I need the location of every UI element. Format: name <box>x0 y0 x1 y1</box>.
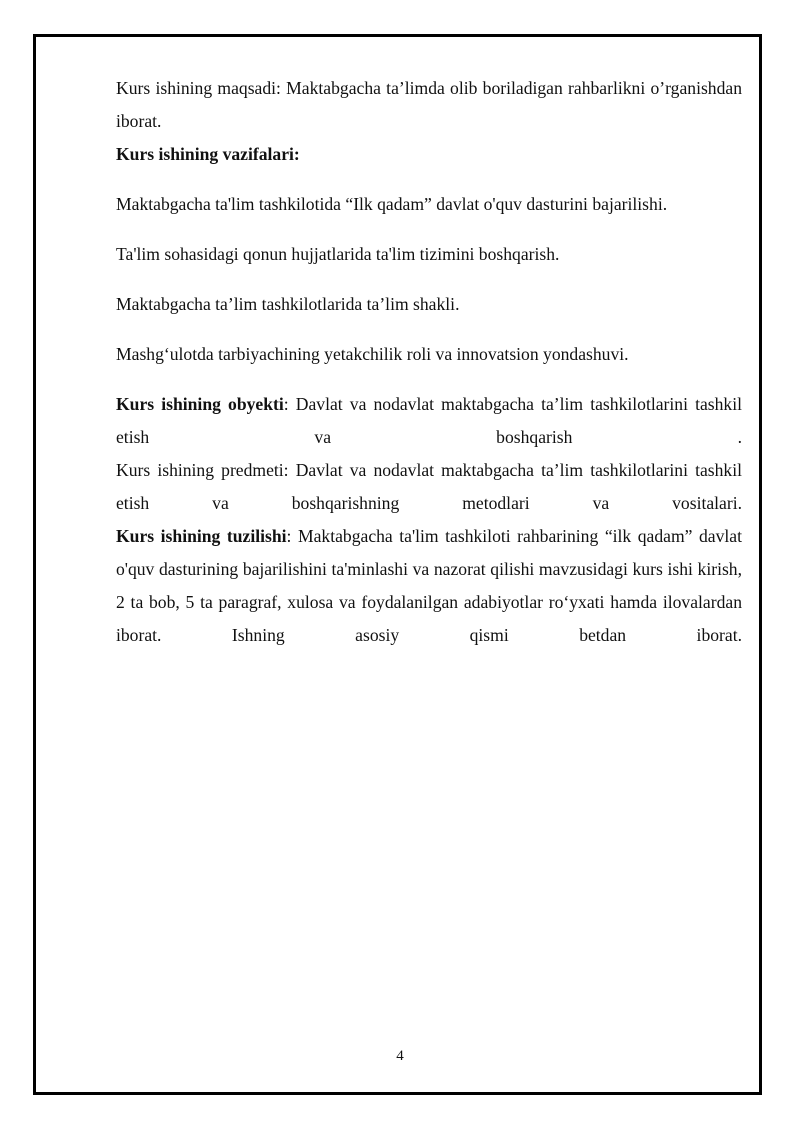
page-number: 4 <box>396 1048 404 1064</box>
object-trailing: . <box>737 427 742 447</box>
structure-text: : Maktabgacha ta'lim tashkiloti rahbarining “ilk qadam” davlat o'quv dasturining bajarilishini ta'minlashi va nazorat qilishi mavzusidagi kurs ishi kirish, 2 ta bob, 5 ta paragraf, xulosa va foydalanilgan adabiyotlar ro‘yxati hamda ilovalardan iborat. Ishning asosiy qismi betdan iborat. <box>116 526 742 645</box>
task-item: Mashg‘ulotda tarbiyachining yetakchilik roli va innovatsion yondashuvi. <box>116 344 629 364</box>
task-item: Maktabgacha ta'lim tashkilotida “Ilk qadam” davlat o'quv dasturini bajarilishi. <box>116 194 668 214</box>
object-text: : Davlat va nodavlat maktabgacha ta’lim tashkilotlarini tashkil etish va boshqarish <box>116 394 742 447</box>
structure-label: Kurs ishining tuzilishi <box>116 526 287 546</box>
document-body <box>116 72 742 652</box>
task-item: Maktabgacha ta’lim tashkilotlarida ta’lim shakli. <box>116 294 460 314</box>
tasks-heading: Kurs ishining vazifalari: <box>116 144 300 164</box>
object-paragraph <box>116 388 742 454</box>
structure-paragraph <box>116 520 742 652</box>
task-item: Ta'lim sohasidagi qonun hujjatlarida ta'lim tizimini boshqarish. <box>116 244 560 264</box>
object-label: Kurs ishining obyekti <box>116 394 284 414</box>
aim-paragraph: Kurs ishining maqsadi: Maktabgacha ta’limda olib boriladigan rahbarlikni o’rganishdan iborat. <box>116 78 742 131</box>
subject-paragraph: Kurs ishining predmeti: Davlat va nodavlat maktabgacha ta’lim tashkilotlarini tashkil etish va boshqarishning metodlari va vositalari. <box>116 460 742 513</box>
